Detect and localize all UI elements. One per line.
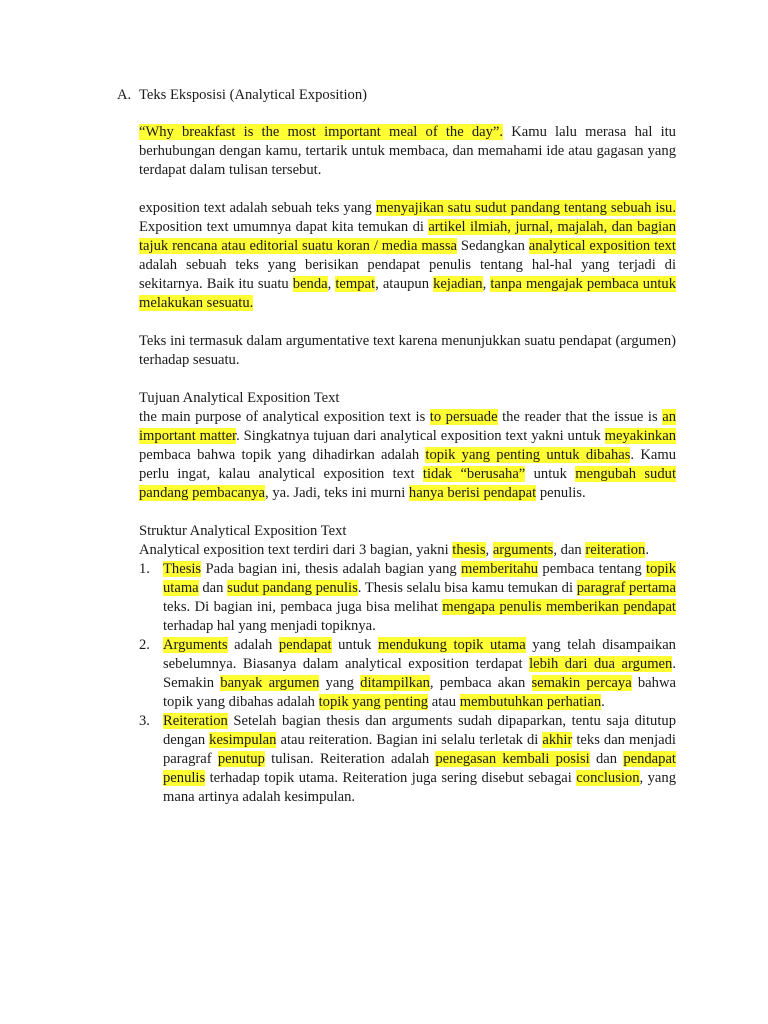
highlighted-text: semakin percaya — [531, 675, 632, 691]
highlighted-text: Thesis — [163, 561, 202, 577]
highlighted-text: topik utama — [163, 561, 676, 596]
list-item-text: Arguments adalah pendapat untuk mendukung topik utama yang telah disampaikan sebelumnya. Biasanya dalam analytical exposition terdapat lebih dari dua argumen. Semakin banyak argumen yang ditampilkan, pembaca akan semakin percaya bahwa topik yang dibahas adalah topik yang penting atau membutuhkan perhatian. — [163, 637, 676, 710]
list-item-thesis — [139, 560, 676, 636]
highlighted-text: kejadian — [433, 276, 483, 292]
highlighted-text: tempat — [335, 276, 376, 292]
list-number: 1. — [139, 561, 150, 577]
highlighted-text: penutup — [217, 751, 265, 767]
section-heading — [117, 86, 676, 105]
highlighted-text: sudut pandang penulis — [227, 580, 358, 596]
highlighted-text: analytical exposition text — [528, 238, 676, 254]
structure-intro: Analytical exposition text terdiri dari 3 bagian, yakni thesis, arguments, dan reiteration. — [139, 542, 650, 558]
list-item-arguments — [139, 636, 676, 712]
highlighted-text: topik yang penting — [318, 694, 429, 710]
highlighted-text: penegasan kembali posisi — [435, 751, 590, 767]
section-letter: A. — [117, 87, 132, 103]
highlighted-text: arguments — [492, 542, 554, 558]
highlighted-text: ditampilkan — [360, 675, 430, 691]
highlighted-text: conclusion — [576, 770, 640, 786]
highlighted-text: mengubah sudut pandang pembacanya — [139, 466, 676, 501]
highlighted-text: pendapat penulis — [163, 751, 676, 786]
highlighted-text: memberitahu — [461, 561, 539, 577]
intro-paragraph: “Why breakfast is the most important meal of the day”. Kamu lalu merasa hal itu berhubungan dengan kamu, tertarik untuk membaca, dan memahami ide atau gagasan yang terdapat dalam tulisan tersebut. — [139, 124, 676, 178]
purpose-paragraph: the main purpose of analytical exposition text is to persuade the reader that the issue is an important matter. Singkatnya tujuan dari analytical exposition text yakni untuk meyakinkan pembaca bahwa topik yang dihadirkan adalah topik yang penting untuk dibahas. Kamu perlu ingat, kalau analytical exposition text tidak “berusaha” untuk mengubah sudut pandang pembacanya, ya. Jadi, teks ini murni hanya berisi pendapat penulis. — [139, 409, 676, 501]
highlighted-text: meyakinkan — [604, 428, 676, 444]
purpose-section — [139, 389, 676, 503]
list-number: 2. — [139, 637, 150, 653]
highlighted-text: benda — [292, 276, 328, 292]
structure-title: Struktur Analytical Exposition Text — [139, 523, 347, 539]
argumentative-paragraph: Teks ini termasuk dalam argumentative text karena menunjukkan suatu pendapat (argumen) terhadap sesuatu. — [139, 333, 676, 368]
highlighted-text: hanya berisi pendapat — [408, 485, 537, 501]
highlighted-text: mendukung topik utama — [377, 637, 526, 653]
highlighted-text: membutuhkan perhatian — [459, 694, 602, 710]
highlighted-text: menyajikan satu sudut pandang tentang sebuah isu. — [375, 200, 677, 216]
highlighted-text: to persuade — [429, 409, 498, 425]
highlighted-text: an important matter — [139, 409, 676, 444]
highlighted-text: Arguments — [163, 637, 228, 653]
highlighted-text: Reiteration — [163, 713, 228, 729]
highlighted-text: tidak “berusaha” — [422, 466, 526, 482]
list-item-reiteration — [139, 712, 676, 807]
list-item-text: Thesis Pada bagian ini, thesis adalah bagian yang memberitahu pembaca tentang topik utama dan sudut pandang penulis. Thesis selalu bisa kamu temukan di paragraf pertama teks. Di bagian ini, pembaca juga bisa melihat mengapa penulis memberikan pendapat terhadap hal yang menjadi topiknya. — [163, 561, 676, 634]
highlighted-text: banyak argumen — [220, 675, 320, 691]
list-item-text: Reiteration Setelah bagian thesis dan arguments sudah dipaparkan, tentu saja ditutup dengan kesimpulan atau reiteration. Bagian ini selalu terletak di akhir teks dan menjadi paragraf penutup tulisan. Reiteration adalah penegasan kembali posisi dan pendapat penulis terhadap topik utama. Reiteration juga sering disebut sebagai conclusion, yang mana artinya adalah kesimpulan. — [163, 713, 676, 805]
highlighted-text: lebih dari dua argumen — [529, 656, 673, 672]
structure-list — [139, 560, 676, 807]
highlighted-text: mengapa penulis memberikan pendapat — [442, 599, 676, 615]
purpose-title: Tujuan Analytical Exposition Text — [139, 390, 340, 406]
highlighted-text: “Why breakfast is the most important meal of the day”. — [139, 124, 504, 140]
section-title: Teks Eksposisi (Analytical Exposition) — [139, 87, 367, 103]
highlighted-text: thesis — [452, 542, 486, 558]
highlighted-text: topik yang penting untuk dibahas — [425, 447, 631, 463]
list-number: 3. — [139, 713, 150, 729]
highlighted-text: pendapat — [278, 637, 332, 653]
highlighted-text: akhir — [542, 732, 573, 748]
highlighted-text: paragraf pertama — [576, 580, 676, 596]
highlighted-text: tanpa mengajak pembaca untuk melakukan sesuatu. — [139, 276, 677, 311]
highlighted-text: reiteration — [585, 542, 646, 558]
highlighted-text: artikel ilmiah, jurnal, majalah, dan bagian tajuk rencana atau editorial suatu koran / media massa — [139, 219, 676, 254]
structure-section — [139, 522, 676, 807]
highlighted-text: kesimpulan — [209, 732, 277, 748]
definition-paragraph: exposition text adalah sebuah teks yang menyajikan satu sudut pandang tentang sebuah isu. Exposition text umumnya dapat kita temukan di artikel ilmiah, jurnal, majalah, dan bagian tajuk rencana atau editorial suatu koran / media massa Sedangkan analytical exposition text adalah sebuah teks yang berisikan pendapat penulis tentang hal-hal yang terjadi di sekitarnya. Baik itu suatu benda, tempat, ataupun kejadian, tanpa mengajak pembaca untuk melakukan sesuatu. — [139, 200, 677, 311]
